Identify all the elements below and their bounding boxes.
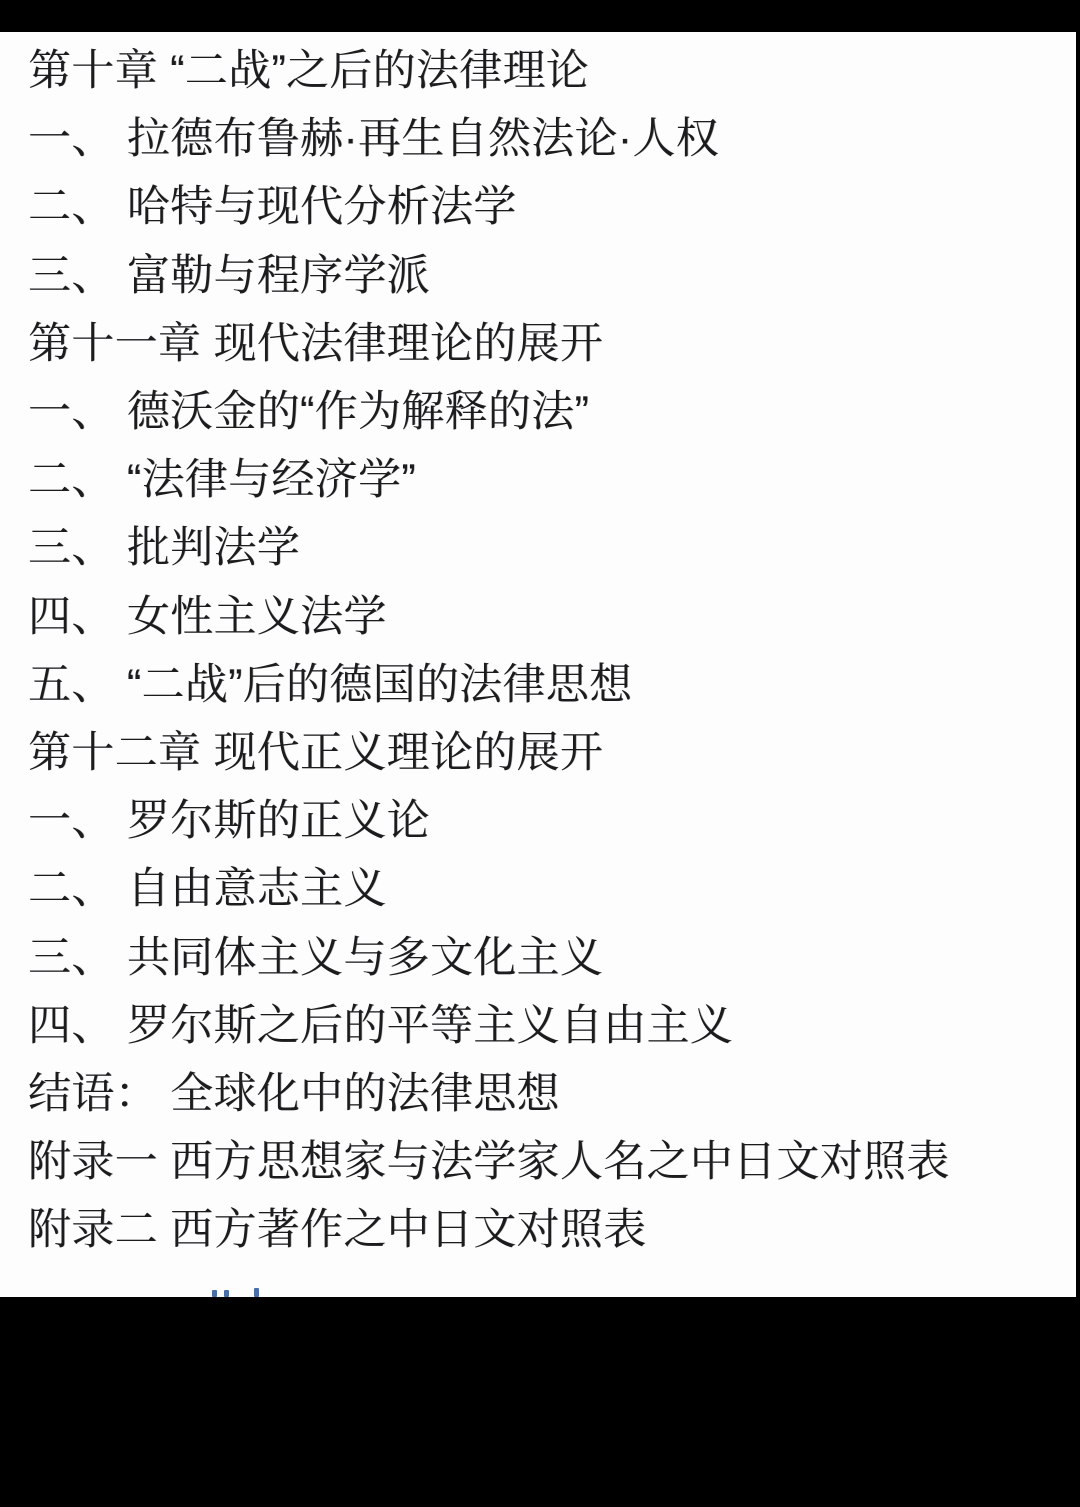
toc-line: 四、 女性主义法学 [28, 592, 387, 641]
toc-line: 附录一 西方思想家与法学家人名之中日文对照表 [28, 1138, 950, 1187]
toc-line: 四、 罗尔斯之后的平等主义自由主义 [28, 1001, 734, 1050]
truncated-line-fragment [212, 1290, 217, 1297]
toc-line: 二、 哈特与现代分析法学 [28, 183, 517, 232]
toc-line: 三、 共同体主义与多文化主义 [28, 933, 604, 982]
letterbox-top [0, 0, 1080, 32]
toc-line: 一、 德沃金的“作为解释的法” [28, 388, 590, 437]
truncated-line-fragment [254, 1288, 259, 1297]
table-of-contents [0, 32, 1076, 1265]
toc-line: 三、 批判法学 [28, 524, 301, 573]
toc-line: 三、 富勒与程序学派 [28, 251, 430, 300]
document-page [0, 32, 1076, 1297]
toc-line: 结语： 全球化中的法律思想 [28, 1070, 560, 1119]
toc-line: 一、 拉德布鲁赫·再生自然法论·人权 [28, 115, 719, 164]
toc-line: 第十章 “二战”之后的法律理论 [28, 47, 590, 95]
toc-line: 附录二 西方著作之中日文对照表 [28, 1206, 647, 1255]
truncated-line-fragment [224, 1290, 229, 1297]
toc-line: 第十二章 现代正义理论的展开 [28, 729, 604, 778]
toc-line: 五、 “二战”后的德国的法律思想 [28, 660, 633, 709]
letterbox-right [1076, 0, 1080, 1297]
toc-line: 二、 “法律与经济学” [28, 456, 416, 505]
toc-line: 二、 自由意志主义 [28, 865, 387, 914]
letterbox-bottom [0, 1297, 1080, 1507]
toc-line: 第十一章 现代法律理论的展开 [28, 319, 604, 368]
toc-line: 一、 罗尔斯的正义论 [28, 797, 430, 846]
